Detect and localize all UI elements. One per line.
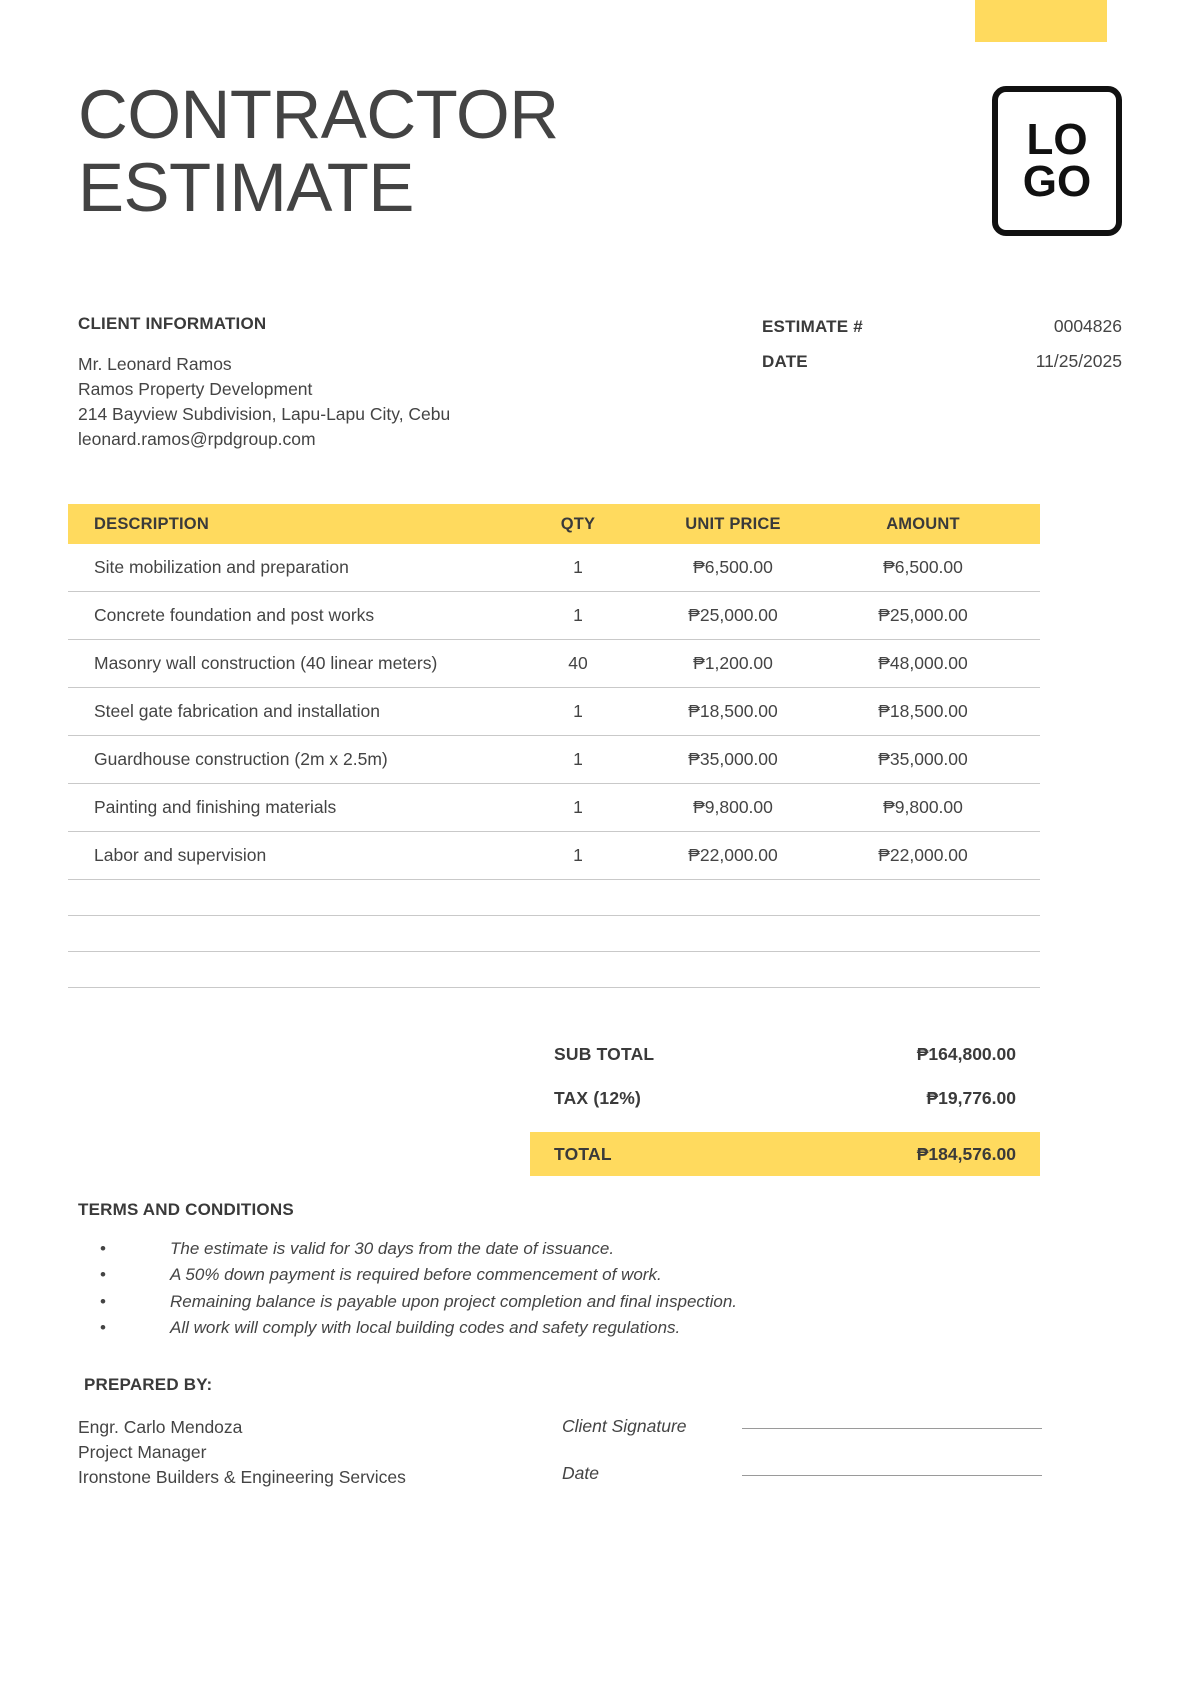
cell-unit-price: ₱35,000.00 [688, 749, 778, 769]
logo [992, 86, 1122, 236]
table-row [68, 736, 1040, 784]
cell-unit-price: ₱18,500.00 [688, 701, 778, 721]
client-signature-label: Client Signature [562, 1416, 687, 1436]
table-row [68, 592, 1040, 640]
preparer-company: Ironstone Builders & Engineering Services [78, 1466, 406, 1487]
client-company: Ramos Property Development [78, 378, 313, 399]
signature-date-row [562, 1463, 1042, 1484]
table-row [68, 640, 1040, 688]
estimate-meta [762, 314, 1122, 451]
client-email: leonard.ramos@rpdgroup.com [78, 428, 316, 449]
estimate-number-value: 0004826 [1053, 316, 1122, 336]
terms-heading: TERMS AND CONDITIONS [78, 1200, 294, 1219]
document-header [78, 78, 1122, 258]
title-line-2: ESTIMATE [78, 149, 414, 227]
terms-list-item: • Remaining balance is payable upon project completion and final inspection. [78, 1289, 1018, 1315]
logo-line-2: GO [1022, 157, 1092, 206]
table-header-row [68, 504, 1040, 544]
tax-row [530, 1076, 1040, 1120]
table-body [68, 544, 1040, 988]
grand-total-row [530, 1132, 1040, 1176]
subtotal-label: SUB TOTAL [554, 1043, 655, 1064]
cell-unit-price: ₱6,500.00 [693, 557, 773, 577]
page-title [78, 76, 778, 227]
tax-label: TAX (12%) [554, 1087, 642, 1108]
meta-section [78, 314, 1122, 451]
cell-qty: 40 [568, 653, 588, 673]
cell-description: Concrete foundation and post works [94, 605, 375, 625]
cell-qty: 1 [573, 557, 583, 577]
line-items-table [68, 504, 1040, 988]
terms-and-conditions [78, 1200, 1018, 1341]
prepared-by-heading: PREPARED BY: [84, 1375, 213, 1394]
cell-qty: 1 [573, 845, 583, 865]
cell-unit-price: ₱22,000.00 [688, 845, 778, 865]
cell-qty: 1 [573, 605, 583, 625]
cell-qty: 1 [573, 797, 583, 817]
table-row-empty [68, 916, 1040, 952]
table-row [68, 784, 1040, 832]
cell-unit-price: ₱25,000.00 [688, 605, 778, 625]
cell-amount: ₱6,500.00 [883, 557, 963, 577]
cell-unit-price: ₱9,800.00 [693, 797, 773, 817]
grand-total-label: TOTAL [554, 1143, 612, 1164]
cell-amount: ₱25,000.00 [878, 605, 968, 625]
estimate-date-label: DATE [762, 352, 808, 371]
cell-qty: 1 [573, 749, 583, 769]
cell-amount: ₱35,000.00 [878, 749, 968, 769]
footer-section [78, 1375, 1042, 1510]
preparer-role: Project Manager [78, 1441, 207, 1462]
signature-date-line[interactable] [742, 1475, 1042, 1476]
terms-list-item: • The estimate is valid for 30 days from the date of issuance. [78, 1236, 1018, 1262]
totals-section [530, 1032, 1040, 1176]
column-header-unit-price: UNIT PRICE [685, 514, 781, 533]
client-signature-row [562, 1416, 1042, 1437]
cell-amount: ₱18,500.00 [878, 701, 968, 721]
cell-qty: 1 [573, 701, 583, 721]
title-line-1: CONTRACTOR [78, 76, 559, 153]
table-row [68, 544, 1040, 592]
table-row-empty [68, 952, 1040, 988]
prepared-by-block [78, 1415, 548, 1510]
top-accent-bar [975, 0, 1107, 42]
cell-amount: ₱48,000.00 [878, 653, 968, 673]
cell-unit-price: ₱1,200.00 [693, 653, 773, 673]
table-row-empty [68, 880, 1040, 916]
table-row [68, 688, 1040, 736]
cell-description: Site mobilization and preparation [94, 557, 349, 577]
terms-list [78, 1236, 1018, 1341]
client-information-heading: CLIENT INFORMATION [78, 314, 267, 333]
cell-amount: ₱22,000.00 [878, 845, 968, 865]
signature-date-label: Date [562, 1463, 599, 1483]
client-address: 214 Bayview Subdivision, Lapu-Lapu City, Cebu [78, 403, 451, 424]
estimate-number-label: ESTIMATE # [762, 317, 863, 336]
signature-block [562, 1415, 1042, 1510]
client-name: Mr. Leonard Ramos [78, 354, 232, 374]
logo-line-1: LO [1026, 115, 1088, 165]
client-information [78, 314, 638, 451]
grand-total-value: ₱184,576.00 [916, 1143, 1016, 1164]
cell-description: Labor and supervision [94, 845, 267, 865]
tax-value: ₱19,776.00 [926, 1087, 1016, 1108]
column-header-amount: AMOUNT [886, 514, 960, 533]
subtotal-row [530, 1032, 1040, 1076]
estimate-date-value: 11/25/2025 [1035, 351, 1122, 371]
estimate-number-row [762, 316, 1122, 337]
cell-description: Steel gate fabrication and installation [94, 701, 381, 721]
cell-description: Masonry wall construction (40 linear meters) [94, 653, 438, 673]
terms-list-item: • All work will comply with local building codes and safety regulations. [78, 1315, 1018, 1341]
cell-description: Painting and finishing materials [94, 797, 337, 817]
table-row [68, 832, 1040, 880]
cell-description: Guardhouse construction (2m x 2.5m) [94, 749, 388, 769]
cell-amount: ₱9,800.00 [883, 797, 963, 817]
column-header-qty: QTY [560, 514, 596, 533]
preparer-name: Engr. Carlo Mendoza [78, 1417, 243, 1437]
estimate-date-row [762, 351, 1122, 372]
terms-list-item: • A 50% down payment is required before commencement of work. [78, 1262, 1018, 1288]
column-header-description: DESCRIPTION [94, 514, 209, 533]
client-signature-line[interactable] [742, 1428, 1042, 1429]
subtotal-value: ₱164,800.00 [916, 1043, 1016, 1064]
